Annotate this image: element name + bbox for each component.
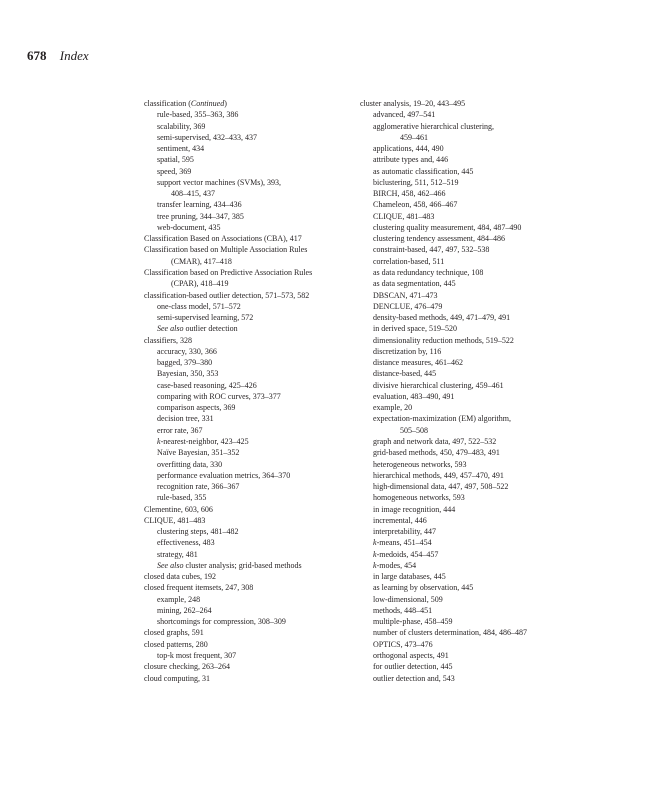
index-entry: 459–461 [400, 132, 428, 142]
index-entry: closed patterns, 280 [144, 639, 208, 649]
index-entry: cloud computing, 31 [144, 673, 210, 683]
index-entry: rule-based, 355–363, 386 [157, 110, 239, 120]
index-entry: semi-supervised learning, 572 [157, 313, 254, 323]
index-entry: closure checking, 263–264 [144, 662, 230, 672]
index-entry: as data redundancy technique, 108 [373, 267, 484, 277]
index-entry: methods, 448–451 [373, 605, 433, 615]
index-entry: shortcomings for compression, 308–309 [157, 617, 286, 627]
index-entry: advanced, 497–541 [373, 110, 436, 120]
index-entry: clustering tendency assessment, 484–486 [373, 234, 505, 244]
index-entry: decision tree, 331 [157, 414, 214, 424]
index-entry: DBSCAN, 471–473 [373, 290, 438, 300]
index-entry: See also cluster analysis; grid-based methods [157, 560, 302, 570]
index-entry: example, 248 [157, 594, 201, 604]
index-entry: BIRCH, 458, 462–466 [373, 189, 446, 199]
index-entry: 408–415, 437 [171, 189, 215, 199]
index-entry: attribute types and, 446 [373, 155, 449, 165]
index-entry: mining, 262–264 [157, 605, 212, 615]
index-entry: k-modes, 454 [373, 560, 417, 570]
index-entry: Bayesian, 350, 353 [157, 369, 219, 379]
index-entry: speed, 369 [157, 166, 192, 176]
index-entry: for outlier detection, 445 [373, 662, 453, 672]
index-entry: Naïve Bayesian, 351–352 [157, 448, 240, 458]
index-entry: (CMAR), 417–418 [171, 256, 232, 266]
index-entry: error rate, 367 [157, 425, 203, 435]
index-entry: Classification based on Predictive Association Rules [144, 267, 313, 277]
index-entry: classifiers, 328 [144, 335, 192, 345]
index-entry: dimensionality reduction methods, 519–522 [373, 335, 514, 345]
index-entry: strategy, 481 [157, 549, 198, 559]
index-entry: Chameleon, 458, 466–467 [373, 200, 458, 210]
index-entry: 505–508 [400, 425, 428, 435]
index-entry: bagged, 379–380 [157, 358, 213, 368]
index-entry: homogeneous networks, 593 [373, 493, 465, 503]
index-entry: interpretability, 447 [373, 527, 437, 537]
index-entry: low-dimensional, 509 [373, 594, 443, 604]
index-entry: graph and network data, 497, 522–532 [373, 436, 497, 446]
index-entry: in large databases, 445 [373, 572, 446, 582]
index-entry: evaluation, 483–490, 491 [373, 391, 455, 401]
index-entry: comparison aspects, 369 [157, 403, 236, 413]
index-entry: constraint-based, 447, 497, 532–538 [373, 245, 490, 255]
index-entry: CLIQUE, 481–483 [144, 515, 206, 525]
index-entry: clustering quality measurement, 484, 487–490 [373, 222, 522, 232]
index-entry: case-based reasoning, 425–426 [157, 380, 257, 390]
index-entry: k-medoids, 454–457 [373, 549, 439, 559]
index-entry: high-dimensional data, 447, 497, 508–522 [373, 482, 509, 492]
index-entry: multiple-phase, 458–459 [373, 617, 453, 627]
index-entry: OPTICS, 473–476 [373, 639, 433, 649]
index-entry: overfitting data, 330 [157, 459, 223, 469]
index-entry: sentiment, 434 [157, 144, 205, 154]
index-entry: density-based methods, 449, 471–479, 491 [373, 313, 511, 323]
index-entry: comparing with ROC curves, 373–377 [157, 391, 281, 401]
index-entry: closed graphs, 591 [144, 628, 204, 638]
index-entry: classification (Continued) [144, 99, 227, 108]
index-entry: in image recognition, 444 [373, 504, 456, 514]
index-entry: agglomerative hierarchical clustering, [373, 121, 495, 131]
index-entry: correlation-based, 511 [373, 256, 445, 266]
index-entry: See also outlier detection [157, 324, 238, 334]
index-entry: distance measures, 461–462 [373, 358, 463, 368]
index-entry: clustering steps, 481–482 [157, 527, 239, 537]
index-entry: k-means, 451–454 [373, 538, 432, 548]
index-entry: hierarchical methods, 449, 457–470, 491 [373, 470, 504, 480]
index-entry: as data segmentation, 445 [373, 279, 456, 289]
index-entry: rule-based, 355 [157, 493, 207, 503]
index-entry: incremental, 446 [373, 515, 427, 525]
index-entry: divisive hierarchical clustering, 459–461 [373, 380, 504, 390]
index-entry: as learning by observation, 445 [373, 583, 474, 593]
index-entry: support vector machines (SVMs), 393, [157, 177, 281, 187]
page-title: Index [59, 48, 89, 63]
index-entry: CLIQUE, 481–483 [373, 211, 435, 221]
page-header [27, 48, 89, 64]
page-number: 678 [27, 48, 47, 63]
index-entry: web-document, 435 [157, 222, 221, 232]
index-entry: k-nearest-neighbor, 423–425 [157, 436, 249, 446]
index-column-left [144, 98, 374, 684]
index-entry: discretization by, 116 [373, 346, 442, 356]
index-entry: heterogeneous networks, 593 [373, 459, 467, 469]
index-entry: example, 20 [373, 403, 413, 413]
index-entry: biclustering, 511, 512–519 [373, 177, 459, 187]
index-entry: grid-based methods, 450, 479–483, 491 [373, 448, 500, 458]
index-entry: accuracy, 330, 366 [157, 346, 217, 356]
index-entry: effectiveness, 483 [157, 538, 215, 548]
index-entry: (CPAR), 418–419 [171, 279, 229, 289]
index-entry: recognition rate, 366–367 [157, 482, 240, 492]
index-entry: performance evaluation metrics, 364–370 [157, 470, 291, 480]
index-entry: DENCLUE, 476–479 [373, 301, 443, 311]
index-entry: cluster analysis, 19–20, 443–495 [360, 99, 466, 108]
index-entry: applications, 444, 490 [373, 144, 444, 154]
index-entry: spatial, 595 [157, 155, 194, 165]
index-entry: semi-supervised, 432–433, 437 [157, 132, 257, 142]
index-entry: distance-based, 445 [373, 369, 437, 379]
index-entry: number of clusters determination, 484, 486–487 [373, 628, 527, 638]
index-entry: scalability, 369 [157, 121, 206, 131]
index-entry: Classification based on Multiple Association Rules [144, 245, 308, 255]
index-entry: as automatic classification, 445 [373, 166, 474, 176]
index-entry: transfer learning, 434–436 [157, 200, 242, 210]
index-column-right [360, 98, 600, 684]
index-entry: outlier detection and, 543 [373, 673, 455, 683]
index-entry: closed frequent itemsets, 247, 308 [144, 583, 254, 593]
index-entry: one-class model, 571–572 [157, 301, 241, 311]
index-entry: tree pruning, 344–347, 385 [157, 211, 244, 221]
index-entry: top-k most frequent, 307 [157, 651, 237, 661]
index-entry: classification-based outlier detection, 571–573, 582 [144, 290, 310, 300]
index-entry: Clementine, 603, 606 [144, 504, 213, 514]
index-entry: expectation-maximization (EM) algorithm, [373, 414, 511, 424]
index-entry: in derived space, 519–520 [373, 324, 457, 334]
index-entry: Classification Based on Associations (CBA), 417 [144, 234, 302, 244]
index-entry: closed data cubes, 192 [144, 572, 216, 582]
index-entry: orthogonal aspects, 491 [373, 651, 449, 661]
